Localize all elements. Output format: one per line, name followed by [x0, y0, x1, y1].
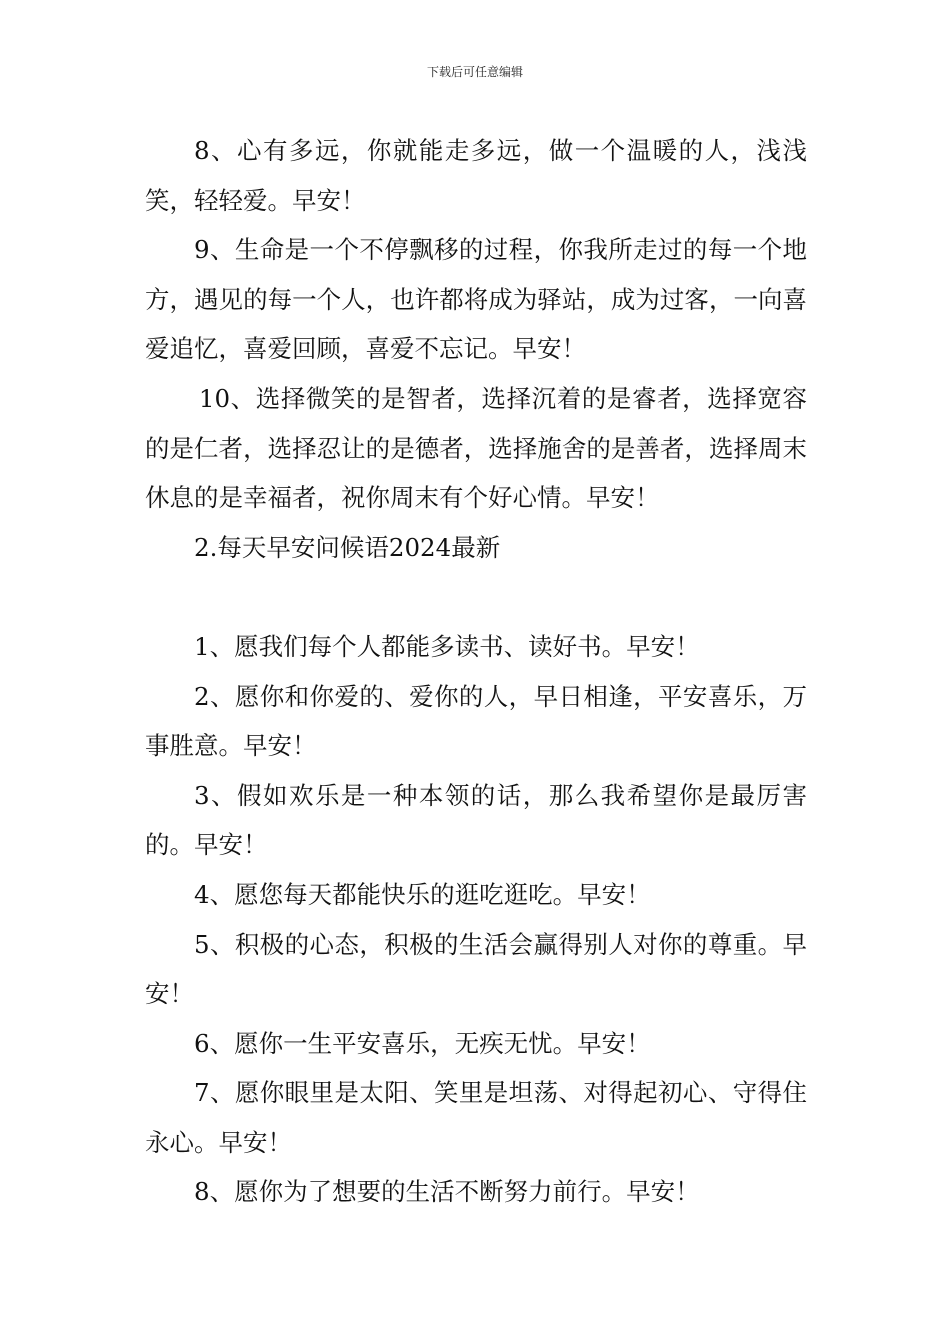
paragraph-item: 4、愿您每天都能快乐的逛吃逛吃。早安！: [194, 879, 651, 909]
paragraph-item: 9、生命是一个不停飘移的过程，你我所走过的每一个地方，遇见的每一个人，也许都将成为驿站，成为过客，一向喜爱追忆，喜爱回顾，喜爱不忘记。早安！: [145, 235, 807, 364]
section-heading: 2.每天早安问候语2024最新: [194, 532, 501, 562]
page-header-note: 下载后可任意编辑: [426, 65, 523, 79]
paragraph-item: 3、假如欢乐是一种本领的话，那么我希望你是最厉害的。早安！: [145, 780, 807, 860]
paragraph-item: 7、愿你眼里是太阳、笑里是坦荡、对得起初心、守得住永心。早安！: [145, 1078, 807, 1157]
paragraph-item: 2、愿你和你爱的、爱你的人，早日相逢，平安喜乐，万事胜意。早安！: [145, 681, 807, 761]
paragraph-item: 8、心有多远，你就能走多远，做一个温暖的人，浅浅笑，轻轻爱。早安！: [145, 136, 807, 215]
paragraph-item: 1、愿我们每个人都能多读书、读好书。早安！: [194, 631, 700, 661]
document-body: [145, 126, 807, 1217]
paragraph-item: 10、选择微笑的是智者，选择沉着的是睿者，选择宽容的是仁者，选择忍让的是德者，选择施舍的是善者，选择周末休息的是幸福者，祝你周末有个好心情。早安！: [145, 383, 807, 513]
paragraph-item: 5、积极的心态，积极的生活会赢得别人对你的尊重。早安！: [145, 929, 807, 1009]
paragraph-item: 8、愿你为了想要的生活不断努力前行。早安！: [194, 1177, 700, 1207]
paragraph-item: 6、愿你一生平安喜乐，无疾无忧。早安！: [194, 1028, 651, 1058]
